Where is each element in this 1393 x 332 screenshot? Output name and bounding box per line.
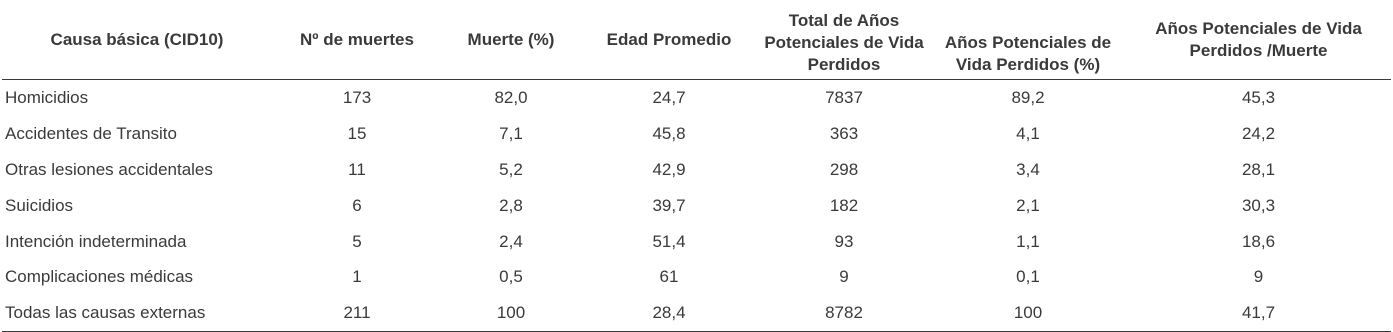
cell-ypll-percent: 89,2 (1011, 87, 1045, 107)
cell-total-ypll: 8782 (758, 295, 930, 331)
column-header-deaths: Nº de muertes (272, 0, 442, 80)
cell-deaths: 1 (352, 267, 362, 287)
cell-ypll-per-death: 30,3 (1241, 195, 1276, 215)
table-row (2, 224, 1391, 260)
column-header-total-ypll: Total de Años Potenciales de Vida Perdidos (758, 0, 930, 80)
table-row (2, 152, 1391, 188)
cell-average-age: 42,9 (652, 159, 686, 179)
cell-deaths: 6 (352, 195, 362, 215)
cell-cause: Intención indeterminada (5, 231, 187, 251)
cell-ypll-per-death: 18,6 (1241, 231, 1276, 251)
table-row (2, 259, 1391, 295)
table-row (2, 80, 1391, 116)
table-row (2, 188, 1391, 224)
cell-ypll-per-death: 24,2 (1241, 123, 1276, 143)
cell-average-age: 39,7 (652, 195, 686, 215)
external-causes-table (2, 0, 1391, 332)
cell-cause: Suicidios (5, 195, 74, 215)
cell-total-ypll: 93 (834, 231, 854, 251)
cell-death-percent: 7,1 (499, 123, 523, 143)
cell-ypll-percent: 2,1 (1016, 195, 1040, 215)
cell-ypll-percent: 4,1 (1016, 123, 1040, 143)
cell-death-percent: 2,8 (499, 195, 523, 215)
cell-cause: Complicaciones médicas (5, 267, 194, 287)
cell-ypll-percent: 100 (930, 295, 1126, 331)
cell-cause: Todas las causas externas (2, 295, 272, 331)
column-header-ypll-per-death: Años Potenciales de Vida Perdidos /Muerte (1126, 0, 1391, 80)
cell-total-ypll: 9 (839, 267, 849, 287)
cell-cause: Accidentes de Transito (5, 123, 177, 143)
cell-ypll-per-death: 28,1 (1241, 159, 1276, 179)
cell-death-percent: 2,4 (499, 231, 523, 251)
cell-ypll-percent: 3,4 (1016, 159, 1040, 179)
cell-death-percent: 82,0 (494, 87, 528, 107)
cell-average-age: 45,8 (652, 123, 686, 143)
cell-total-ypll: 7837 (825, 87, 863, 107)
cell-average-age: 61 (659, 267, 679, 287)
cell-average-age: 24,7 (652, 87, 686, 107)
cell-cause: Homicidios (5, 87, 89, 107)
cell-average-age: 51,4 (652, 231, 686, 251)
cell-deaths: 5 (352, 231, 362, 251)
cell-ypll-per-death: 41,7 (1126, 295, 1391, 331)
table-header-row (2, 0, 1391, 80)
cell-total-ypll: 363 (829, 123, 859, 143)
cell-ypll-per-death: 45,3 (1241, 87, 1276, 107)
cell-deaths: 211 (272, 295, 442, 331)
cell-death-percent: 5,2 (499, 159, 523, 179)
column-header-death-percent: Muerte (%) (442, 0, 580, 80)
cell-cause: Otras lesiones accidentales (5, 159, 213, 179)
cell-ypll-percent: 1,1 (1016, 231, 1040, 251)
table-row (2, 116, 1391, 152)
cell-total-ypll: 298 (829, 159, 859, 179)
cell-deaths: 15 (347, 123, 367, 143)
cell-ypll-percent: 0,1 (1016, 267, 1040, 287)
cell-deaths: 11 (348, 159, 366, 179)
cell-ypll-per-death: 9 (1253, 267, 1264, 287)
column-header-average-age: Edad Promedio (580, 0, 758, 80)
cell-death-percent: 100 (442, 295, 580, 331)
column-header-ypll-percent: Años Potenciales de Vida Perdidos (%) (930, 0, 1126, 80)
cell-total-ypll: 182 (829, 195, 859, 215)
cell-deaths: 173 (342, 87, 372, 107)
cell-average-age: 28,4 (580, 295, 758, 331)
table-row-total (2, 295, 1391, 331)
column-header-cause: Causa básica (CID10) (2, 0, 272, 80)
cell-death-percent: 0,5 (499, 267, 523, 287)
